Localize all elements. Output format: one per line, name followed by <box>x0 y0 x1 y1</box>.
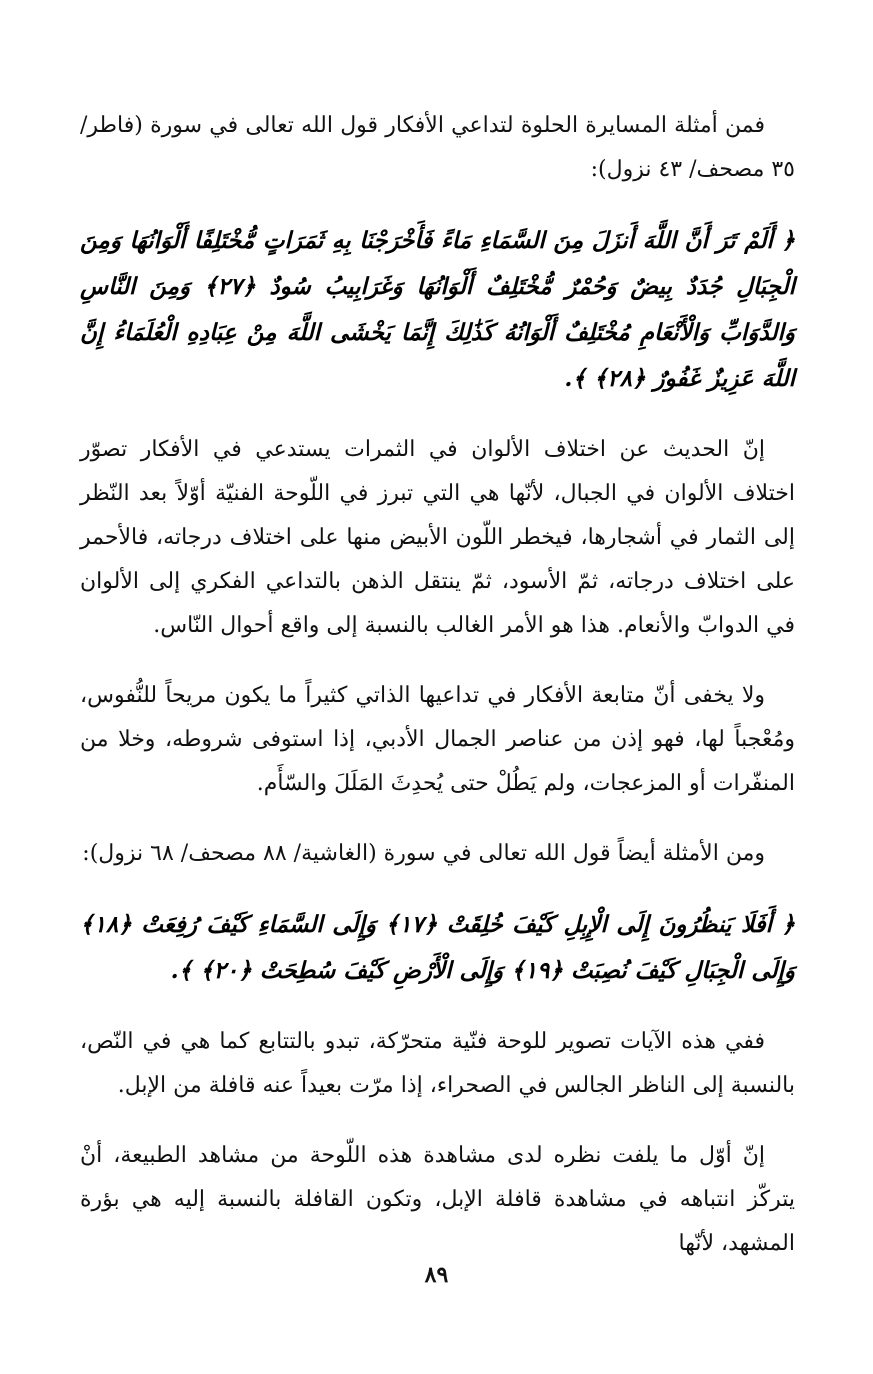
page-number: ٨٩ <box>424 1262 449 1288</box>
paragraph-colors: إنّ الحديث عن اختلاف الألوان في الثمرات يستدعي في الأفكار تصوّر اختلاف الألوان في الجبال، لأنّها هي التي تبرز في اللّوحة الفنيّة أوّلاً بعد النّظر إلى الثمار في أشجارها، فيخطر اللّون الأبيض منها على اختلاف درجاته، فالأحمر على اختلاف درجاته، ثمّ الأسود، ثمّ ينتقل الذهن بالتداعي الفكري إلى الألوان في الدوابّ والأنعام. هذا هو الأمر الغالب بالنسبة إلى واقع أحوال النّاس. <box>80 437 795 638</box>
paragraph-moving-scene: ففي هذه الآيات تصوير للوحة فنّية متحرّكة، تبدو بالتتابع كما هي في النّص، بالنسبة إلى الناظر الجالس في الصحراء، إذا مرّت بعيداً عنه قافلة من الإبل. <box>80 1029 795 1098</box>
quran-verse-fatir: ﴿ أَلَمْ تَرَ أَنَّ اللَّهَ أَنزَلَ مِنَ السَّمَاءِ مَاءً فَأَخْرَجْنَا بِهِ ثَمَرَاتٍ مُّخْتَلِفًا أَلْوَانُهَا وَمِنَ الْجِبَالِ جُدَدٌ بِيضٌ وَحُمْرٌ مُّخْتَلِفٌ أَلْوَانُهَا وَغَرَابِيبُ سُودٌ ﴿٢٧﴾ وَمِنَ النَّاسِ وَالدَّوَابِّ وَالْأَنْعَامِ مُخْتَلِفٌ أَلْوَانُهُ كَذَٰلِكَ إِنَّمَا يَخْشَى اللَّهَ مِنْ عِبَادِهِ الْعُلَمَاءُ إِنَّ اللَّهَ عَزِيزٌ غَفُورٌ ﴿٢٨﴾ ﴾. <box>80 227 795 392</box>
paragraph-intro-ghashiya: ومن الأمثلة أيضاً قول الله تعالى في سورة (الغاشية/ ٨٨ مصحف/ ٦٨ نزول): <box>82 841 765 866</box>
paragraph-caravan: إنّ أوّل ما يلفت نظره لدى مشاهدة هذه اللّوحة من مشاهد الطبيعة، أنْ يتركّز انتباهه في مشاهدة قافلة الإبل، وتكون القافلة بالنسبة إليه هي بؤرة المشهد، لأنّها <box>80 1143 795 1256</box>
paragraph-intro-fatir: فمن أمثلة المسايرة الحلوة لتداعي الأفكار قول الله تعالى في سورة (فاطر/ ٣٥ مصحف/ ٤٣ نزول): <box>80 113 795 182</box>
quran-verse-ghashiya: ﴿ أَفَلَا يَنظُرُونَ إِلَى الْإِبِلِ كَيْفَ خُلِقَتْ ﴿١٧﴾ وَإِلَى السَّمَاءِ كَيْفَ رُفِعَتْ ﴿١٨﴾ وَإِلَى الْجِبَالِ كَيْفَ نُصِبَتْ ﴿١٩﴾ وَإِلَى الْأَرْضِ كَيْفَ سُطِحَتْ ﴿٢٠﴾ ﴾. <box>80 911 795 984</box>
paragraph-association: ولا يخفى أنّ متابعة الأفكار في تداعيها الذاتي كثيراً ما يكون مريحاً للنُّفوس، ومُعْجباً لها، فهو إذن من عناصر الجمال الأدبي، إذا استوفى شروطه، وخلا من المنفّرات أو المزعجات، ولم يَطُلْ حتى يُحدِثَ المَلَلَ والسّأَم. <box>80 683 795 796</box>
